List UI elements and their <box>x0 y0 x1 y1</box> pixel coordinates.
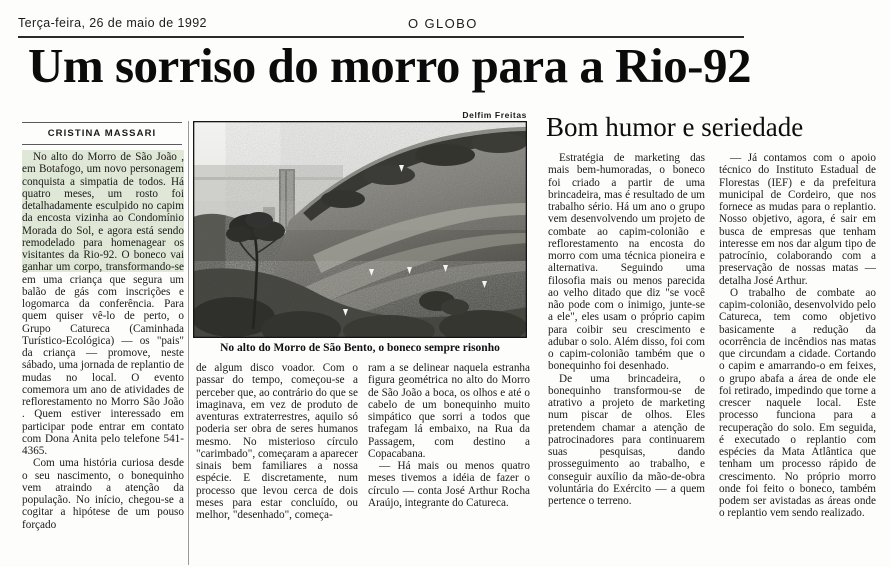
hillside-photo-graphic <box>193 121 527 338</box>
paragraph: ram a se delinear naquela estranha figura geométrica no alto do Morro de São João a boca, os olhos e até o cabelo de um bonequinho muito simpático que sorri a todos que trafegam lá embaixo, na Rua da Passagem, com destino a Copacabana. <box>368 362 530 460</box>
masthead <box>18 14 873 40</box>
byline-rule-top <box>22 122 182 123</box>
paragraph: De uma brincadeira, o bonequinho transformou-se de atrativo a projeto de marketing num piscar de olhos. Eles pretendem chamar a atenção de patrocinadores para continuarem suas pesquisas, dando prosseguimento ao trabalho, e conseguir auxílio da mão-de-obra voluntária do Exército — a quem pertence o terreno. <box>548 372 705 507</box>
photo-caption: No alto do Morro de São Bento, o boneco sempre risonho <box>220 342 500 354</box>
paragraph: de algum disco voador. Com o passar do tempo, começou-se a perceber que, ao contrário do que se imaginava, em vez de produto de aventuras extraterrestres, aquilo só poderia ser obra de seres humanos mesmo. No misterioso círculo "carimbado", começaram a aparecer sinais bem familiares a nossa espécie. E discretamente, num processo que levou cerca de dois meses para estar concluído, ou melhor, "desenhado", começa- <box>196 362 358 521</box>
paragraph: — Já contamos com o apoio técnico do Instituto Estadual de Florestas (IEF) e da prefeitura municipal de Cordeiro, que nos fornece as mudas para o replantio. Nosso objetivo, agora, é sair em busca de empresas que tenham interesse em nos dar algum tipo de patrocínio, colaborando com a preservação de nossas matas — detalha José Arthur. <box>719 152 876 287</box>
paragraph: Com uma história curiosa desde o seu nascimento, o bonequinho vem atraindo a atenção da população. No início, chegou-se a cogitar a hipótese de um pouso forçado <box>22 457 184 531</box>
byline-rule-bottom <box>22 144 182 145</box>
page-title: Um sorriso do morro para a Rio-92 <box>28 38 751 93</box>
photo-credit: Delfim Freitas <box>462 110 527 120</box>
publication-date: Terça-feira, 26 de maio de 1992 <box>18 16 207 30</box>
article-column-5 <box>719 152 876 565</box>
article-column-2 <box>196 362 358 565</box>
paragraph: O trabalho de combate ao capim-colonião, desenvolvido pelo Catureca, tem como objetivo basicamente a redução da ocorrência de incêndios nas matas que circundam a cidade. Cortando o capim e amarrando-o em feixes, o grupo abafa a área de onde ele foi retirado, impedindo que torne a crescer naquele local. Este processo funciona para a recuperação do solo. Em seguida, é executado o replantio com espécies da Mata Atlântica que tenham um processo rápido de crescimento. No próprio morro onde foi feito o boneco, também podem ser avistadas as áreas onde o replantio vem sendo realizado. <box>719 286 876 520</box>
paragraph: — Há mais ou menos quatro meses tivemos a idéia de fazer o círculo — conta José Arthur Rocha Araújo, integrante do Catureca. <box>368 460 530 509</box>
paragraph: Estratégia de marketing das mais bem-humoradas, o boneco foi criado a partir de uma brincadeira, mas é resultado de um trabalho sério. Há um ano o grupo vem desenvolvendo um projeto de combate ao capim-colonião e reflorestamento na encosta do morro com uma técnica pioneira e alternativa. Seguindo uma filosofia mais ou menos parecida ao velho ditado que diz "se você não pode com o inimigo, junte-se a ele", eles usam o próprio capim para coibir seu crescimento e adubar o solo. Além disso, foi com o capim-colonião também que o bonequinho foi desenhado. <box>548 152 705 373</box>
article-column-1 <box>22 151 184 565</box>
column-divider <box>188 121 189 565</box>
paper-name: O GLOBO <box>408 16 478 31</box>
article-column-4 <box>548 152 705 565</box>
paragraph: No alto do Morro de São João , em Botafogo, um novo personagem conquista a simpatia de todos. Há quatro meses, um rosto foi detalhadamente esculpido no capim da encosta vizinha ao Condomínio Morada do Sol, e agora está sendo remodelado para homenagear os visitantes da Rio-92. O boneco vai ganhar um corpo, transformando-se em uma criança que segura um balão de gás com inscrições e logomarca da conferência. Para quem quiser vê-lo de perto, o Grupo Catureca (Caminhada Turístico-Ecológica) — os "pais" da criança — promove, neste sábado, uma jornada de replantio de mudas no local. O evento comemora um ano de atividades de reflorestamento no Morro São João . Quem estiver interessado em participar pode entrar em contato com Dona Anita pelo telefone 541-4365. <box>22 151 184 457</box>
article-byline: CRISTINA MASSARI <box>47 128 157 139</box>
secondary-headline: Bom humor e seriedade <box>546 112 804 142</box>
article-photo <box>193 121 527 338</box>
article-column-3 <box>368 362 530 565</box>
